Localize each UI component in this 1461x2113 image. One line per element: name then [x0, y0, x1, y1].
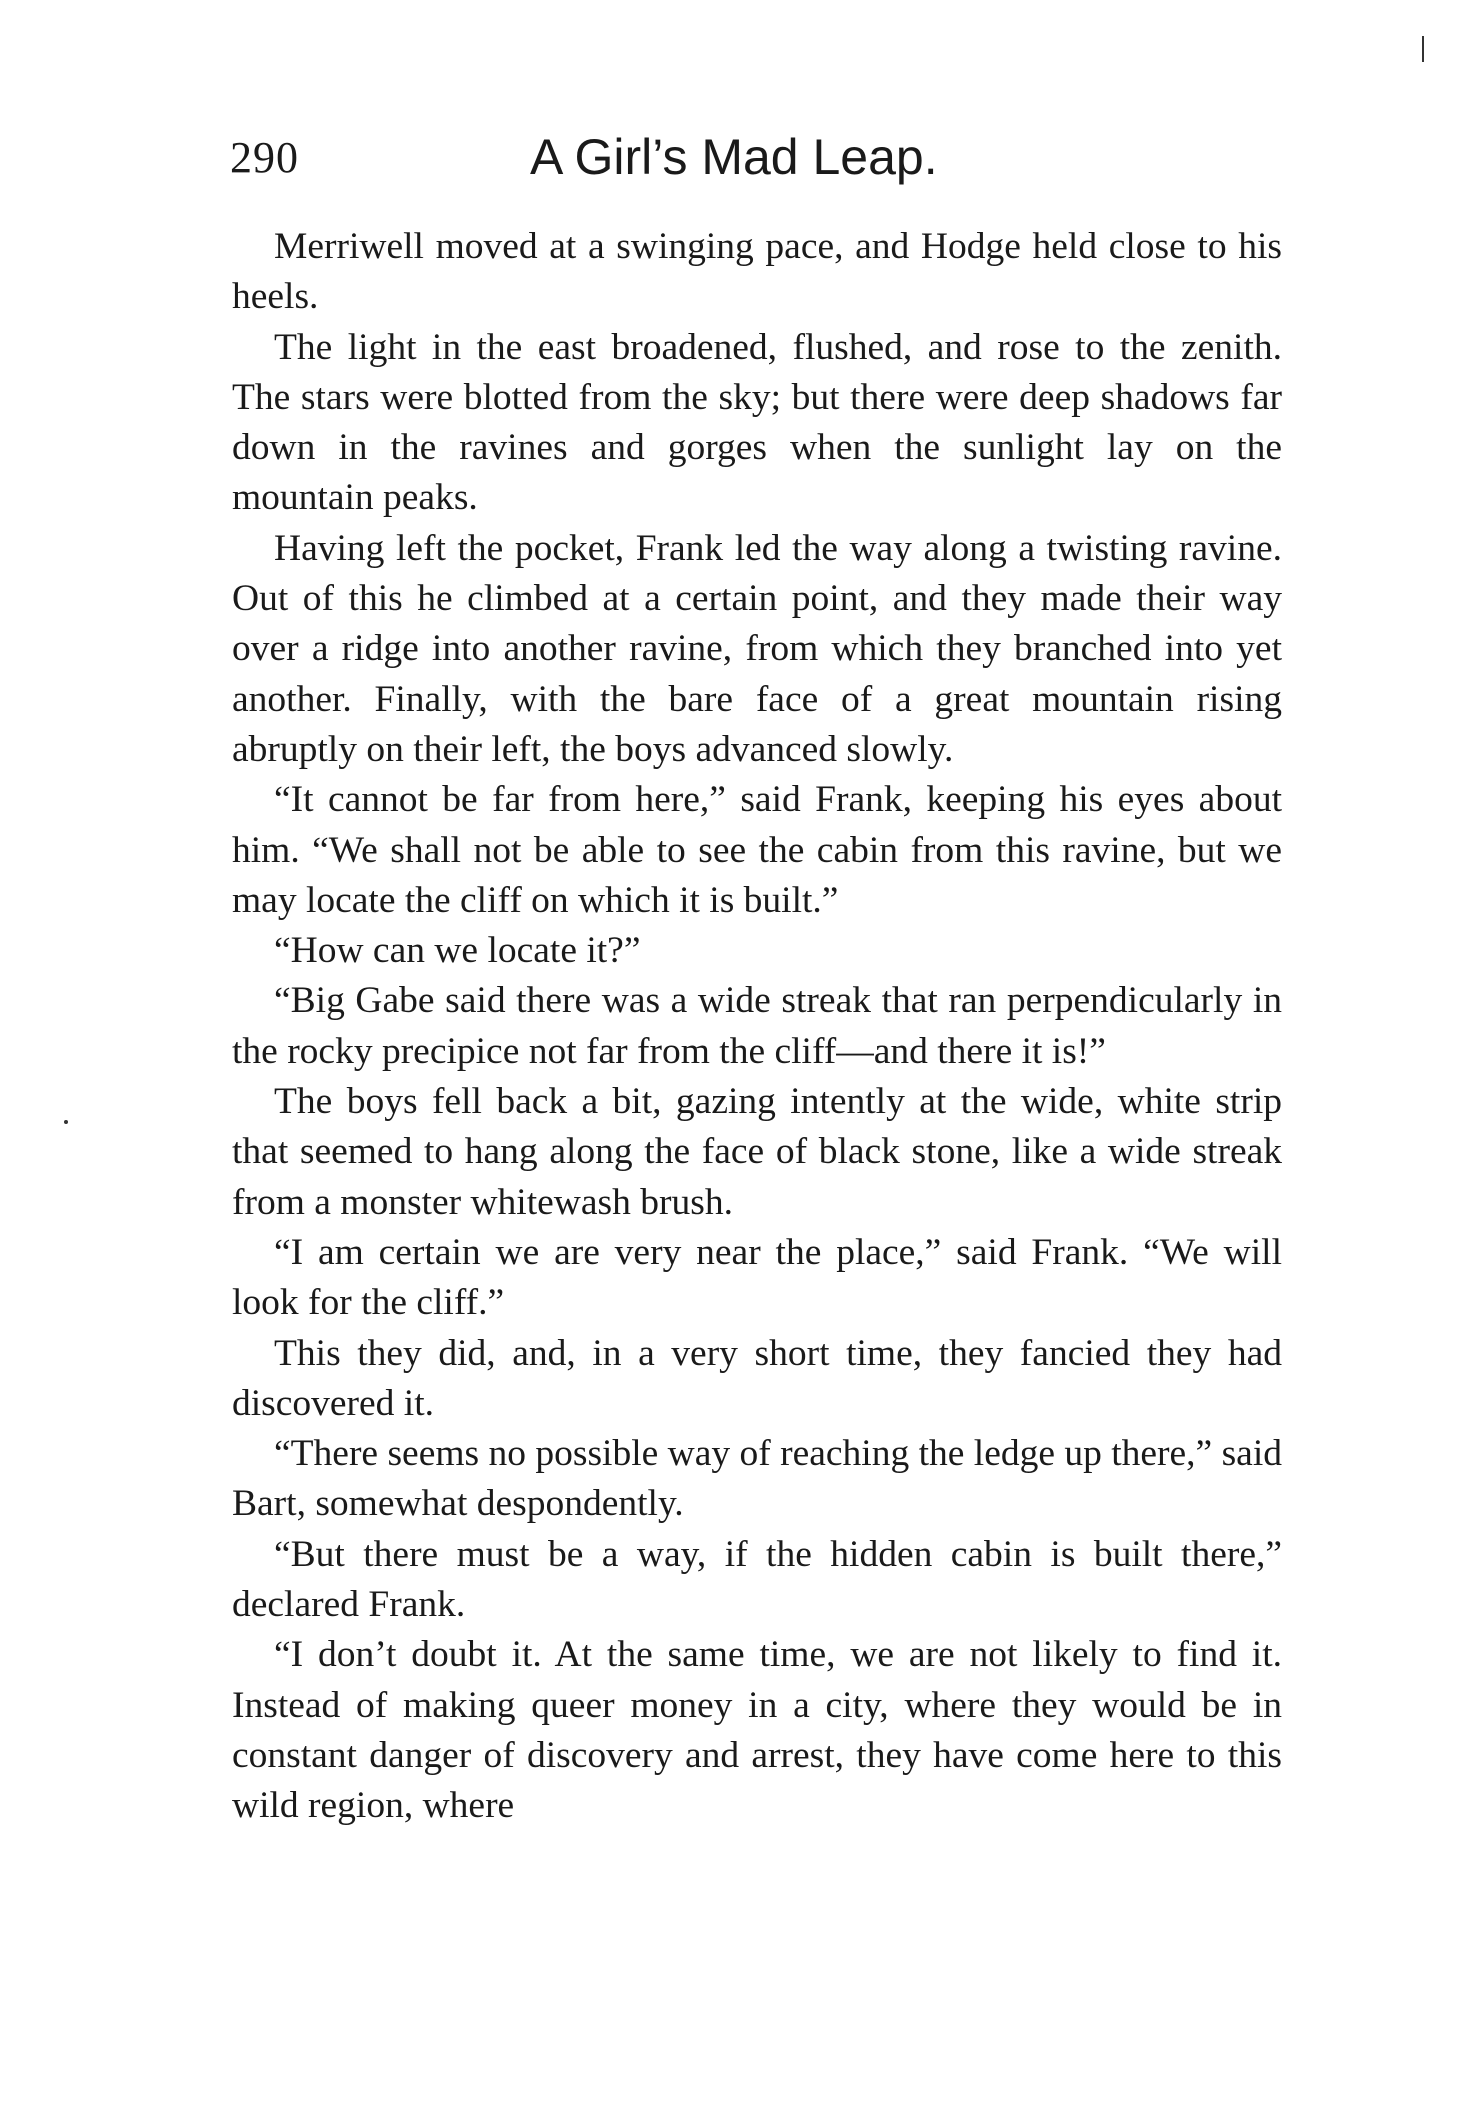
body-text: [232, 222, 1282, 1832]
paragraph: “Big Gabe said there was a wide streak that ran perpendicularly in the rocky precipice not far from the cliff—and there it is!”: [232, 980, 1282, 1072]
paragraph: “How can we locate it?”: [274, 930, 641, 972]
paragraph: “I am certain we are very near the place,” said Frank. “We will look for the cliff.”: [232, 1231, 1282, 1324]
paragraph: “I don’t doubt it. At the same time, we are not likely to find it. Instead of making queer money in a city, where they would be in constant danger of discovery and arrest, they have come here to this wild region, where: [232, 1634, 1282, 1827]
paragraph: “There seems no possible way of reaching the ledge up there,” said Bart, somewhat despondently.: [232, 1433, 1282, 1525]
paragraph: The light in the east broadened, flushed, and rose to the zenith. The stars were blotted from the sky; but there were deep shadows far down in the ravines and gorges when the sunlight lay on the mountain peaks.: [232, 326, 1282, 519]
paragraph: The boys fell back a bit, gazing intently at the wide, white strip that seemed to hang along the face of black stone, like a wide streak from a monster whitewash brush.: [232, 1081, 1282, 1223]
page-number: 290: [230, 133, 299, 182]
paragraph: Having left the pocket, Frank led the way along a twisting ravine. Out of this he climbed at a certain point, and they made their way over a ridge into another ravine, from which they branched into yet another. Finally, with the bare face of a great mountain rising abruptly on their left, the boys advanced slowly.: [232, 527, 1282, 770]
scan-dot: [64, 1120, 68, 1124]
paragraph: Merriwell moved at a swinging pace, and Hodge held close to his heels.: [232, 226, 1282, 318]
paragraph: “But there must be a way, if the hidden cabin is built there,” declared Frank.: [232, 1533, 1282, 1626]
running-title: A Girl’s Mad Leap.: [530, 129, 938, 185]
scan-mark: [1422, 36, 1424, 62]
paragraph: “It cannot be far from here,” said Frank, keeping his eyes about him. “We shall not be able to see the cabin from this ravine, but we may locate the cliff on which it is built.”: [232, 779, 1282, 921]
paragraph: This they did, and, in a very short time, they fancied they had discovered it.: [232, 1332, 1282, 1424]
page-header: [230, 128, 1290, 198]
